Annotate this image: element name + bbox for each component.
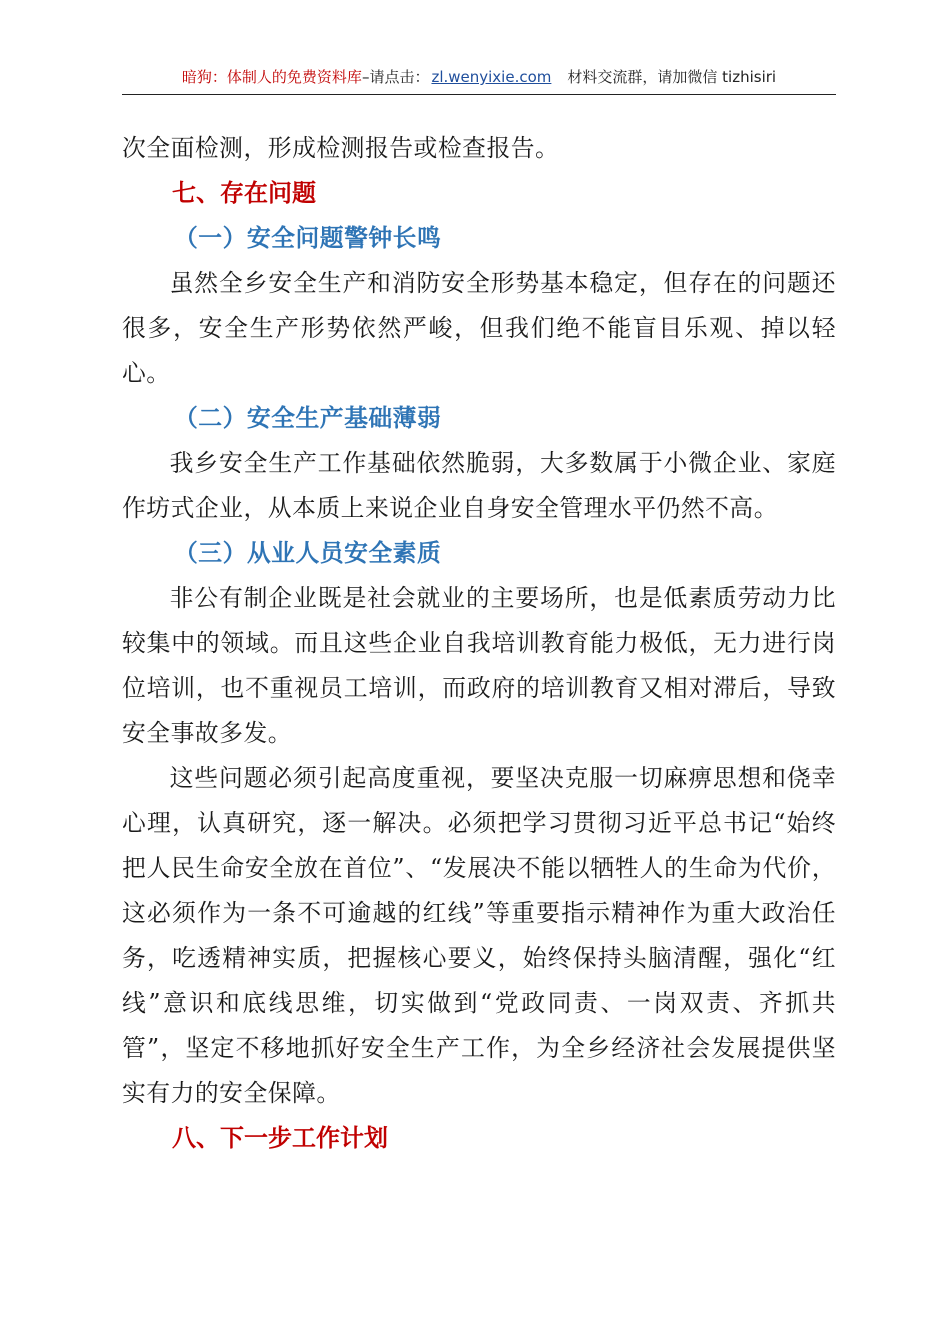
- subheading-2: （二）安全生产基础薄弱: [174, 404, 442, 432]
- paragraph-4: 这些问题必须引起高度重视，要坚决克服一切麻痹思想和侥幸心理，认真研究，逐一解决。必须把学习贯彻习近平总书记“始终把人民生命安全放在首位”、“发展决不能以牺牲人的生命为代价，这必须作为一条不可逾越的红线”等重要指示精神作为重大政治任务，吃透精神实质，把握核心要义，始终保持头脑清醒，强化“红线”意识和底线思维，切实做到“党政同责、一岗双责、齐抓共管”，坚定不移地抓好安全生产工作，为全乡经济社会发展提供坚实有力的安全保障。: [122, 764, 836, 1107]
- paragraph-continuation: 次全面检测，形成检测报告或检查报告。: [122, 134, 560, 162]
- paragraph-3: 非公有制企业既是社会就业的主要场所，也是低素质劳动力比较集中的领域。而且这些企业自我培训教育能力极低，无力进行岗位培训，也不重视员工培训，而政府的培训教育又相对滞后，导致安全事故多发。: [122, 584, 836, 747]
- header-link[interactable]: zl.wenyixie.com: [431, 68, 552, 86]
- page-header: [122, 66, 836, 95]
- header-click-text: –请点击：: [361, 68, 430, 86]
- section-heading-8: 八、下一步工作计划: [172, 1124, 388, 1152]
- paragraph-1: 虽然全乡安全生产和消防安全形势基本稳定，但存在的问题还很多，安全生产形势依然严峻，但我们绝不能盲目乐观、掉以轻心。: [122, 269, 836, 387]
- document-body: [122, 126, 836, 1161]
- subheading-1: （一）安全问题警钟长鸣: [174, 224, 442, 252]
- subheading-3: （三）从业人员安全素质: [174, 539, 442, 567]
- header-wechat-text: 材料交流群，请加微信 tizhisiri: [567, 68, 777, 86]
- paragraph-2: 我乡安全生产工作基础依然脆弱，大多数属于小微企业、家庭作坊式企业，从本质上来说企业自身安全管理水平仍然不高。: [122, 449, 836, 522]
- section-heading-7: 七、存在问题: [172, 179, 316, 207]
- header-site-name: 暗狗：体制人的免费资料库: [181, 68, 362, 86]
